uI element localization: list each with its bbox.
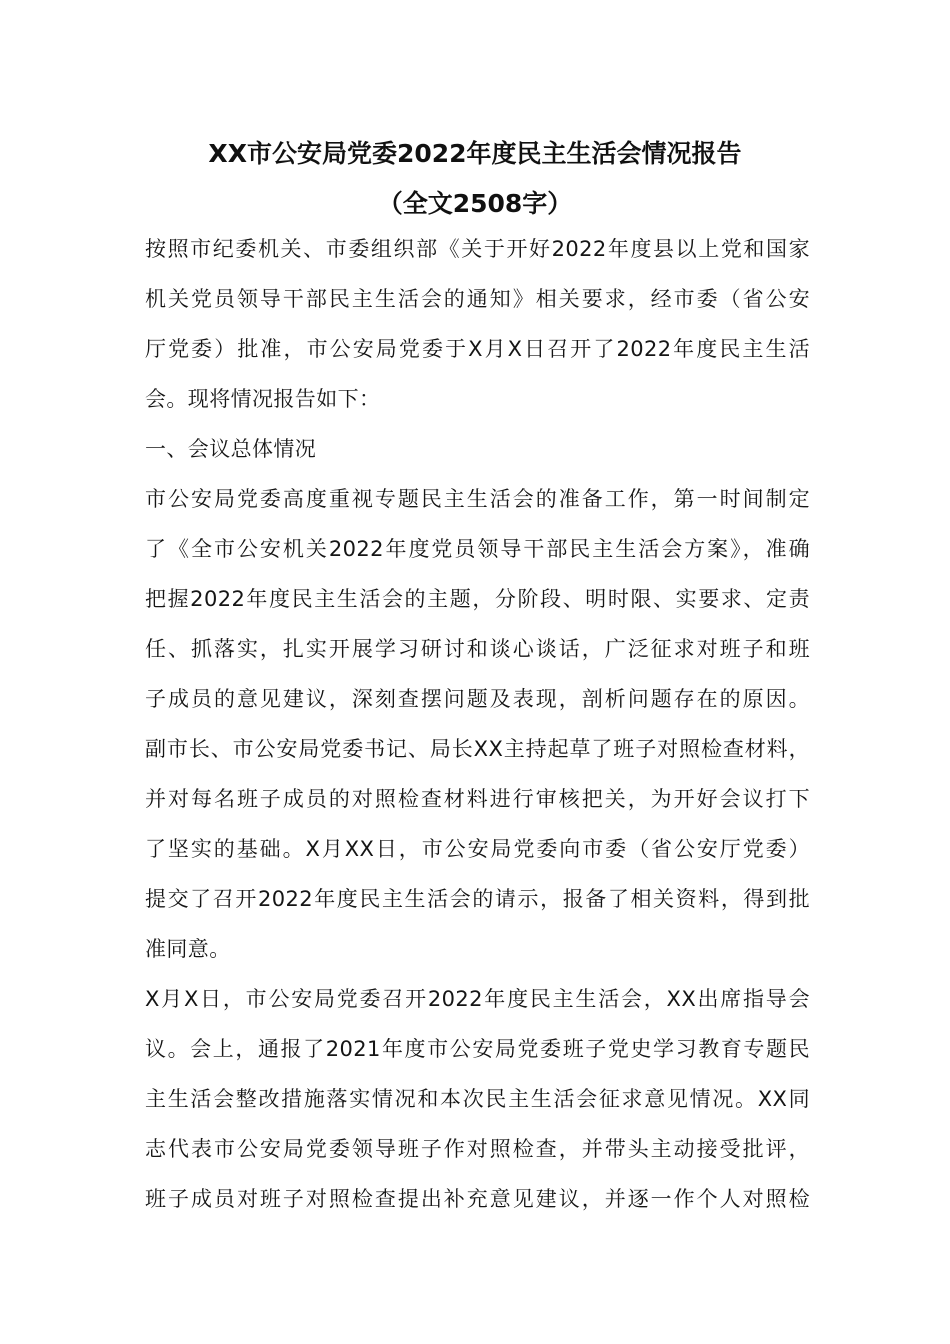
- paragraph-line: 按照市纪委机关、市委组织部《关于开好2022年度县以上党和国家: [145, 237, 810, 261]
- section-heading: 一、会议总体情况: [145, 437, 317, 461]
- paragraph-line: 市公安局党委高度重视专题民主生活会的准备工作，第一时间制定: [145, 487, 810, 511]
- paragraph-line: 了《全市公安机关2022年度党员领导干部民主生活会方案》，准确: [145, 537, 810, 561]
- paragraph-line: 副市长、市公安局党委书记、局长XX主持起草了班子对照检查材料，: [145, 737, 810, 761]
- paragraph-line: 会。现将情况报告如下：: [145, 387, 381, 411]
- paragraph-line: 议。会上，通报了2021年度市公安局党委班子党史学习教育专题民: [145, 1037, 810, 1061]
- paragraph-line: 并对每名班子成员的对照检查材料进行审核把关，为开好会议打下: [145, 787, 810, 811]
- paragraph-line: 主生活会整改措施落实情况和本次民主生活会征求意见情况。XX同: [145, 1087, 810, 1111]
- paragraph-line: 班子成员对班子对照检查提出补充意见建议，并逐一作个人对照检: [145, 1187, 810, 1211]
- paragraph-line: 把握2022年度民主生活会的主题，分阶段、明时限、实要求、定责: [145, 587, 810, 611]
- document-subtitle: （全文2508字）: [377, 189, 573, 218]
- paragraph-line: 任、抓落实，扎实开展学习研讨和谈心谈话，广泛征求对班子和班: [145, 637, 810, 661]
- paragraph-line: 准同意。: [145, 937, 231, 961]
- paragraph-line: 子成员的意见建议，深刻查摆问题及表现，剖析问题存在的原因。: [145, 687, 810, 711]
- document-title: XX市公安局党委2022年度民主生活会情况报告: [208, 139, 742, 168]
- paragraph-line: 厅党委）批准，市公安局党委于X月X日召开了2022年度民主生活: [145, 337, 810, 361]
- paragraph-line: 志代表市公安局党委领导班子作对照检查，并带头主动接受批评，: [145, 1137, 810, 1161]
- paragraph-line: 机关党员领导干部民主生活会的通知》相关要求，经市委（省公安: [145, 287, 810, 311]
- paragraph-line: X月X日，市公安局党委召开2022年度民主生活会，XX出席指导会: [145, 987, 810, 1011]
- paragraph-line: 了坚实的基础。X月XX日，市公安局党委向市委（省公安厅党委）: [145, 837, 810, 861]
- paragraph-line: 提交了召开2022年度民主生活会的请示，报备了相关资料，得到批: [145, 887, 810, 911]
